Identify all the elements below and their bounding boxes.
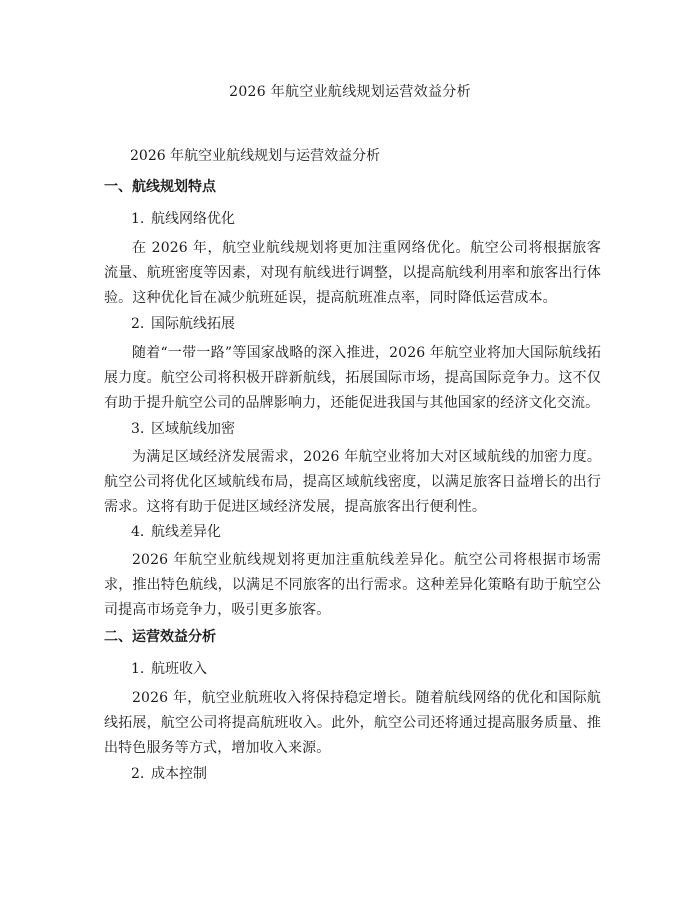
item-heading xyxy=(131,313,235,333)
item-title: 航线差异化 xyxy=(151,524,221,540)
item-number: 2. xyxy=(131,766,145,782)
section-heading: 二、运营效益分析 xyxy=(104,629,216,645)
item-heading xyxy=(131,658,207,678)
document-title: 2026 年航空业航线规划运营效益分析 xyxy=(229,84,471,100)
item-heading xyxy=(131,763,207,783)
item-number: 1. xyxy=(131,211,145,227)
item-number: 2. xyxy=(131,316,145,332)
item-heading xyxy=(131,521,221,541)
document-subtitle: 2026 年航空业航线规划与运营效益分析 xyxy=(130,148,381,164)
item-number: 4. xyxy=(131,524,145,540)
item-title: 国际航线拓展 xyxy=(151,316,235,332)
paragraph: 在 2026 年，航空业航线规划将更加注重网络优化。航空公司将根据旅客流量、航班密度等因素，对现有航线进行调整，以提高航线利用率和旅客出行体验。这种优化旨在减少航班延误，提高航班准点率，同时降低运营成本。 xyxy=(104,240,601,306)
item-heading xyxy=(131,208,235,228)
item-title: 航班收入 xyxy=(151,661,207,677)
item-heading xyxy=(131,418,235,438)
paragraph: 随着“一带一路”等国家战略的深入推进，2026 年航空业将加大国际航线拓展力度。航空公司将积极开辟新航线，拓展国际市场，提高国际竞争力。这不仅有助于提升航空公司的品牌影响力，还能促进我国与其他国家的经济文化交流。 xyxy=(104,345,601,411)
paragraph: 2026 年航空业航线规划将更加注重航线差异化。航空公司将根据市场需求，推出特色航线，以满足不同旅客的出行需求。这种差异化策略有助于航空公司提高市场竞争力，吸引更多旅客。 xyxy=(104,552,601,618)
paragraph: 2026 年，航空业航班收入将保持稳定增长。随着航线网络的优化和国际航线拓展，航空公司将提高航班收入。此外，航空公司还将通过提高服务质量、推出特色服务等方式，增加收入来源。 xyxy=(104,690,601,756)
item-title: 成本控制 xyxy=(151,766,207,782)
item-number: 1. xyxy=(131,661,145,677)
item-number: 3. xyxy=(131,421,145,437)
item-title: 区域航线加密 xyxy=(151,421,235,437)
paragraph: 为满足区域经济发展需求，2026 年航空业将加大对区域航线的加密力度。航空公司将优化区域航线布局，提高区域航线密度，以满足旅客日益增长的出行需求。这将有助于促进区域经济发展，提高旅客出行便利性。 xyxy=(104,449,601,515)
section-heading: 一、航线规划特点 xyxy=(104,179,216,195)
item-title: 航线网络优化 xyxy=(151,211,235,227)
